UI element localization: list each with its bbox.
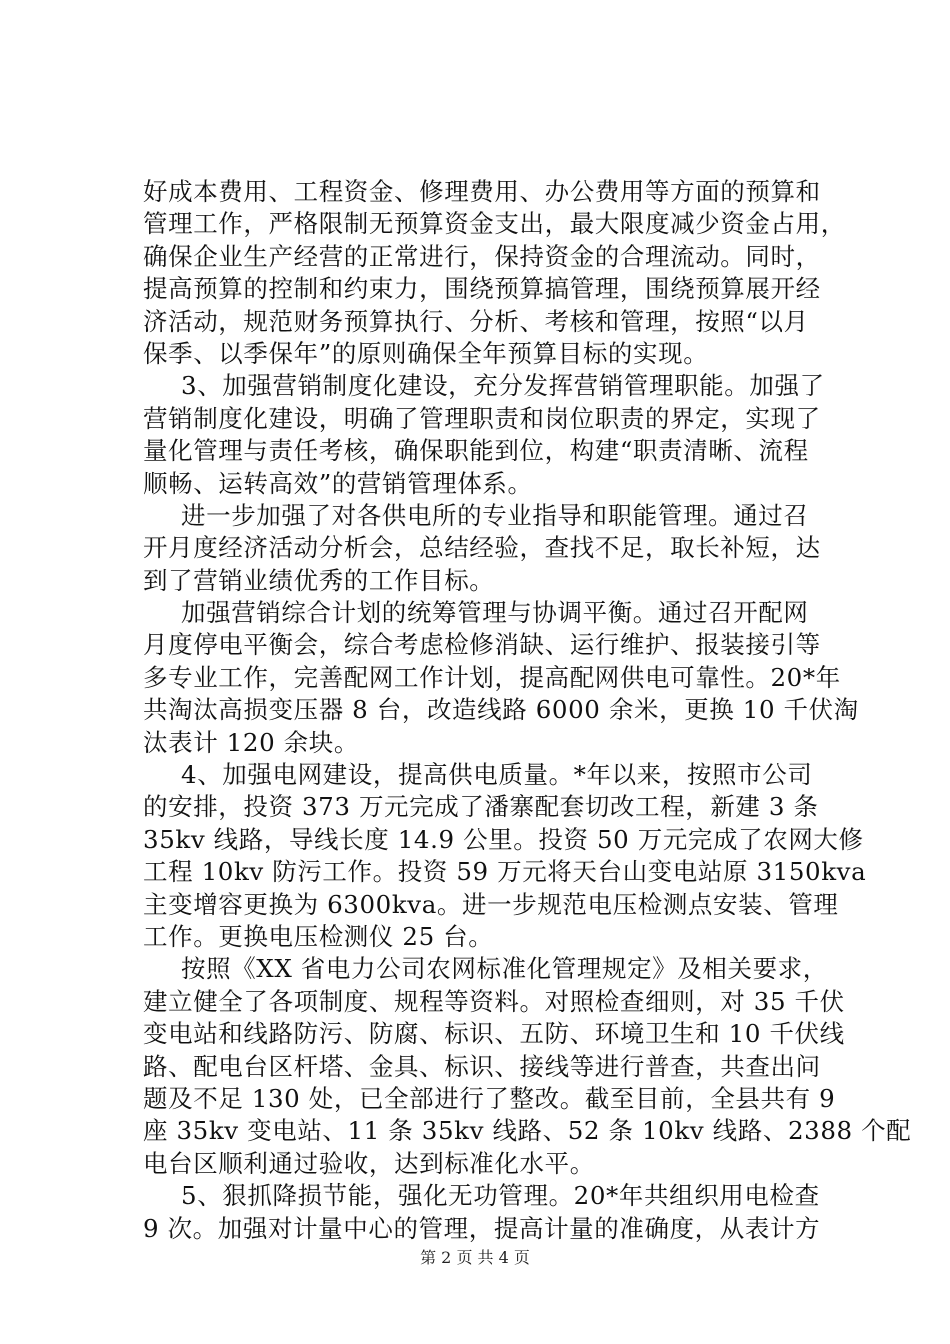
text-line: 按照《XX 省电力公司农网标准化管理规定》及相关要求，	[181, 954, 828, 984]
text-line: 建立健全了各项制度、规程等资料。对照检查细则，对 35 千伏	[143, 986, 845, 1016]
text-line: 月度停电平衡会，综合考虑检修消缺、运行维护、报装接引等	[143, 630, 821, 660]
text-line: 加强营销综合计划的统筹管理与协调平衡。通过召开配网	[181, 598, 809, 628]
text-line: 工程 10kv 防污工作。投资 59 万元将天台山变电站原 3150kva	[143, 857, 867, 887]
text-line: 开月度经济活动分析会，总结经验，查找不足，取长补短，达	[143, 533, 821, 563]
text-line: 4、加强电网建设，提高供电质量。*年以来，按照市公司	[181, 760, 813, 790]
text-line: 的安排，投资 373 万元完成了潘寨配套切改工程，新建 3 条	[143, 792, 819, 822]
text-line: 确保企业生产经营的正常进行，保持资金的合理流动。同时，	[143, 241, 821, 271]
text-line: 变电站和线路防污、防腐、标识、五防、环境卫生和 10 千伏线	[143, 1019, 845, 1049]
text-line: 题及不足 130 处，已全部进行了整改。截至目前，全县共有 9	[143, 1083, 836, 1113]
text-line: 量化管理与责任考核，确保职能到位，构建“职责清晰、流程	[143, 436, 809, 466]
text-line: 保季、以季保年”的原则确保全年预算目标的实现。	[143, 338, 709, 368]
text-line: 好成本费用、工程资金、修理费用、办公费用等方面的预算和	[143, 177, 821, 206]
text-line: 汰表计 120 余块。	[143, 727, 359, 757]
text-line: 3、加强营销制度化建设，充分发挥营销管理职能。加强了	[181, 371, 825, 401]
text-line: 35kv 线路，导线长度 14.9 公里。投资 50 万元完成了农网大修	[143, 824, 864, 854]
text-line: 顺畅、运转高效”的营销管理体系。	[143, 468, 533, 498]
text-line: 提高预算的控制和约束力，围绕预算搞管理，围绕预算展开经	[143, 274, 821, 304]
document-body	[143, 176, 912, 1245]
text-line: 座 35kv 变电站、11 条 35kv 线路、52 条 10kv 线路、2388 个配	[143, 1116, 912, 1146]
text-line: 进一步加强了对各供电所的专业指导和职能管理。通过召	[181, 500, 809, 530]
page-footer: 第 2 页 共 4 页	[420, 1248, 530, 1267]
text-line: 到了营销业绩优秀的工作目标。	[143, 565, 495, 595]
text-line: 共淘汰高损变压器 8 台，改造线路 6000 余米，更换 10 千伏淘	[143, 695, 859, 725]
text-line: 营销制度化建设，明确了管理职责和岗位职责的界定，实现了	[143, 403, 821, 433]
text-line: 9 次。加强对计量中心的管理，提高计量的准确度，从表计方	[143, 1213, 821, 1243]
text-line: 多专业工作，完善配网工作计划，提高配网供电可靠性。20*年	[143, 662, 841, 692]
text-line: 济活动，规范财务预算执行、分析、考核和管理，按照“以月	[143, 306, 809, 336]
text-line: 管理工作，严格限制无预算资金支出，最大限度减少资金占用，	[143, 209, 846, 239]
text-line: 工作。更换电压检测仪 25 台。	[143, 921, 494, 951]
text-line: 主变增容更换为 6300kva。进一步规范电压检测点安装、管理	[143, 889, 839, 919]
text-line: 电台区顺利通过验收，达到标准化水平。	[143, 1148, 595, 1178]
text-line: 5、狠抓降损节能，强化无功管理。20*年共组织用电检查	[181, 1181, 820, 1211]
text-line: 路、配电台区杆塔、金具、标识、接线等进行普查，共查出问	[143, 1051, 821, 1081]
